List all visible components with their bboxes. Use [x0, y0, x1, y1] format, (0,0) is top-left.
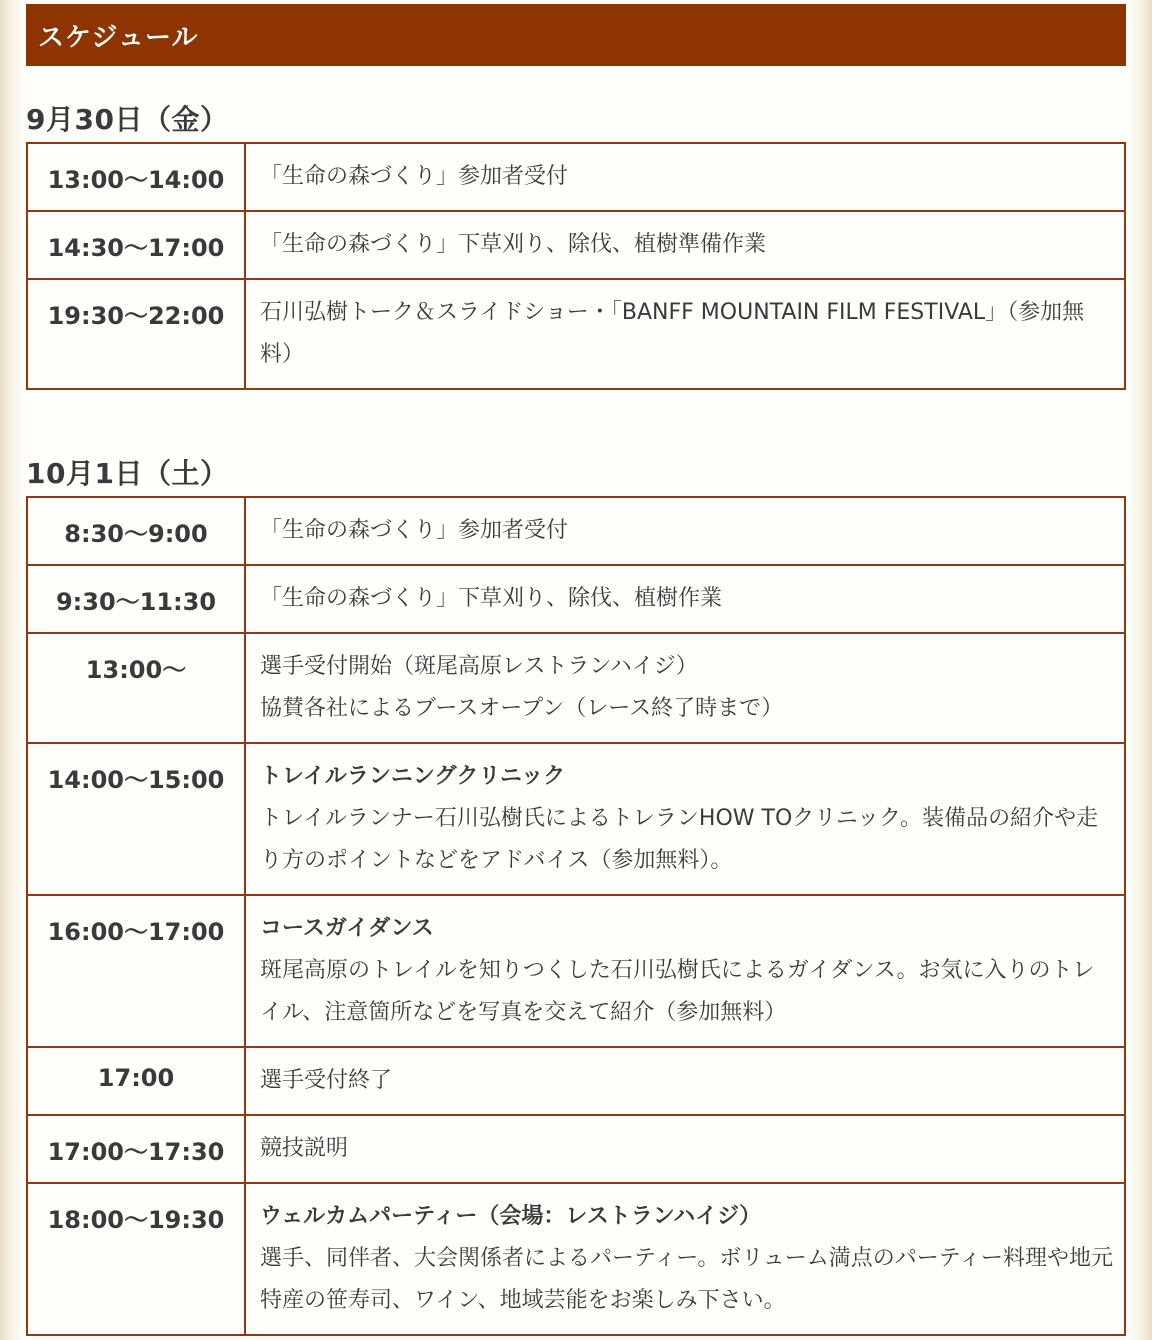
time-cell: 8:30〜9:00	[27, 497, 245, 565]
section-title: スケジュール	[38, 22, 199, 53]
time-cell: 14:00〜15:00	[27, 743, 245, 895]
description-text: 「生命の森づくり」参加者受付	[260, 164, 569, 189]
time-cell: 16:00〜17:00	[27, 895, 245, 1047]
day-title-1: 9月30日（金）	[26, 103, 229, 136]
description-cell	[245, 497, 1125, 565]
event-heading: ウェルカムパーティー（会場：レストランハイジ）	[260, 1204, 762, 1229]
table-row	[27, 279, 1125, 389]
description-cell	[245, 565, 1125, 633]
table-row	[27, 211, 1125, 279]
table-row	[27, 895, 1125, 1047]
description-cell	[245, 211, 1125, 279]
description-text: 選手、同伴者、大会関係者によるパーティー。ボリューム満点のパーティー料理や地元特産の笹寿司、ワイン、地域芸能をお楽しみ下さい。	[260, 1246, 1113, 1313]
table-row	[27, 143, 1125, 211]
section-header	[26, 4, 1126, 66]
schedule-table-day-2	[26, 496, 1126, 1336]
time-cell: 17:00	[27, 1047, 245, 1115]
description-text: 協賛各社によるブースオープン（レース終了時まで）	[260, 696, 784, 721]
description-cell	[245, 143, 1125, 211]
description-cell	[245, 743, 1125, 895]
time-cell: 13:00〜14:00	[27, 143, 245, 211]
event-heading: トレイルランニングクリニック	[260, 764, 566, 789]
description-text: 斑尾高原のトレイルを知りつくした石川弘樹氏によるガイダンス。お気に入りのトレイル、注意箇所などを写真を交えて紹介（参加無料）	[260, 958, 1095, 1025]
day-title-2: 10月1日（土）	[26, 457, 229, 490]
table-row	[27, 743, 1125, 895]
description-cell	[245, 633, 1125, 743]
description-text: 「生命の森づくり」下草刈り、除伐、植樹作業	[260, 586, 723, 611]
time-cell: 17:00〜17:30	[27, 1115, 245, 1183]
table-row	[27, 1183, 1125, 1335]
table-row	[27, 633, 1125, 743]
description-text: 競技説明	[260, 1136, 349, 1161]
description-text: 選手受付開始（斑尾高原レストランハイジ）	[260, 654, 698, 679]
time-cell: 14:30〜17:00	[27, 211, 245, 279]
schedule-table-day-1	[26, 142, 1126, 390]
description-text: 「生命の森づくり」下草刈り、除伐、植樹準備作業	[260, 232, 767, 257]
table-row	[27, 1115, 1125, 1183]
description-cell	[245, 895, 1125, 1047]
table-row	[27, 497, 1125, 565]
time-cell: 13:00〜	[27, 633, 245, 743]
description-cell	[245, 1047, 1125, 1115]
description-text: 「生命の森づくり」参加者受付	[260, 518, 569, 543]
time-cell: 19:30〜22:00	[27, 279, 245, 389]
description-text: 選手受付終了	[260, 1068, 393, 1093]
description-cell	[245, 279, 1125, 389]
description-text: トレイルランナー石川弘樹氏によるトレランHOW TOクリニック。装備品の紹介や走り方のポイントなどをアドバイス（参加無料）。	[260, 806, 1099, 873]
table-row	[27, 1047, 1125, 1115]
time-cell: 9:30〜11:30	[27, 565, 245, 633]
description-cell	[245, 1115, 1125, 1183]
table-row	[27, 565, 1125, 633]
time-cell: 18:00〜19:30	[27, 1183, 245, 1335]
description-text: 石川弘樹トーク＆スライドショー・「BANFF MOUNTAIN FILM FESTIVAL」（参加無料）	[260, 300, 1085, 367]
description-cell	[245, 1183, 1125, 1335]
event-heading: コースガイダンス	[260, 916, 434, 941]
